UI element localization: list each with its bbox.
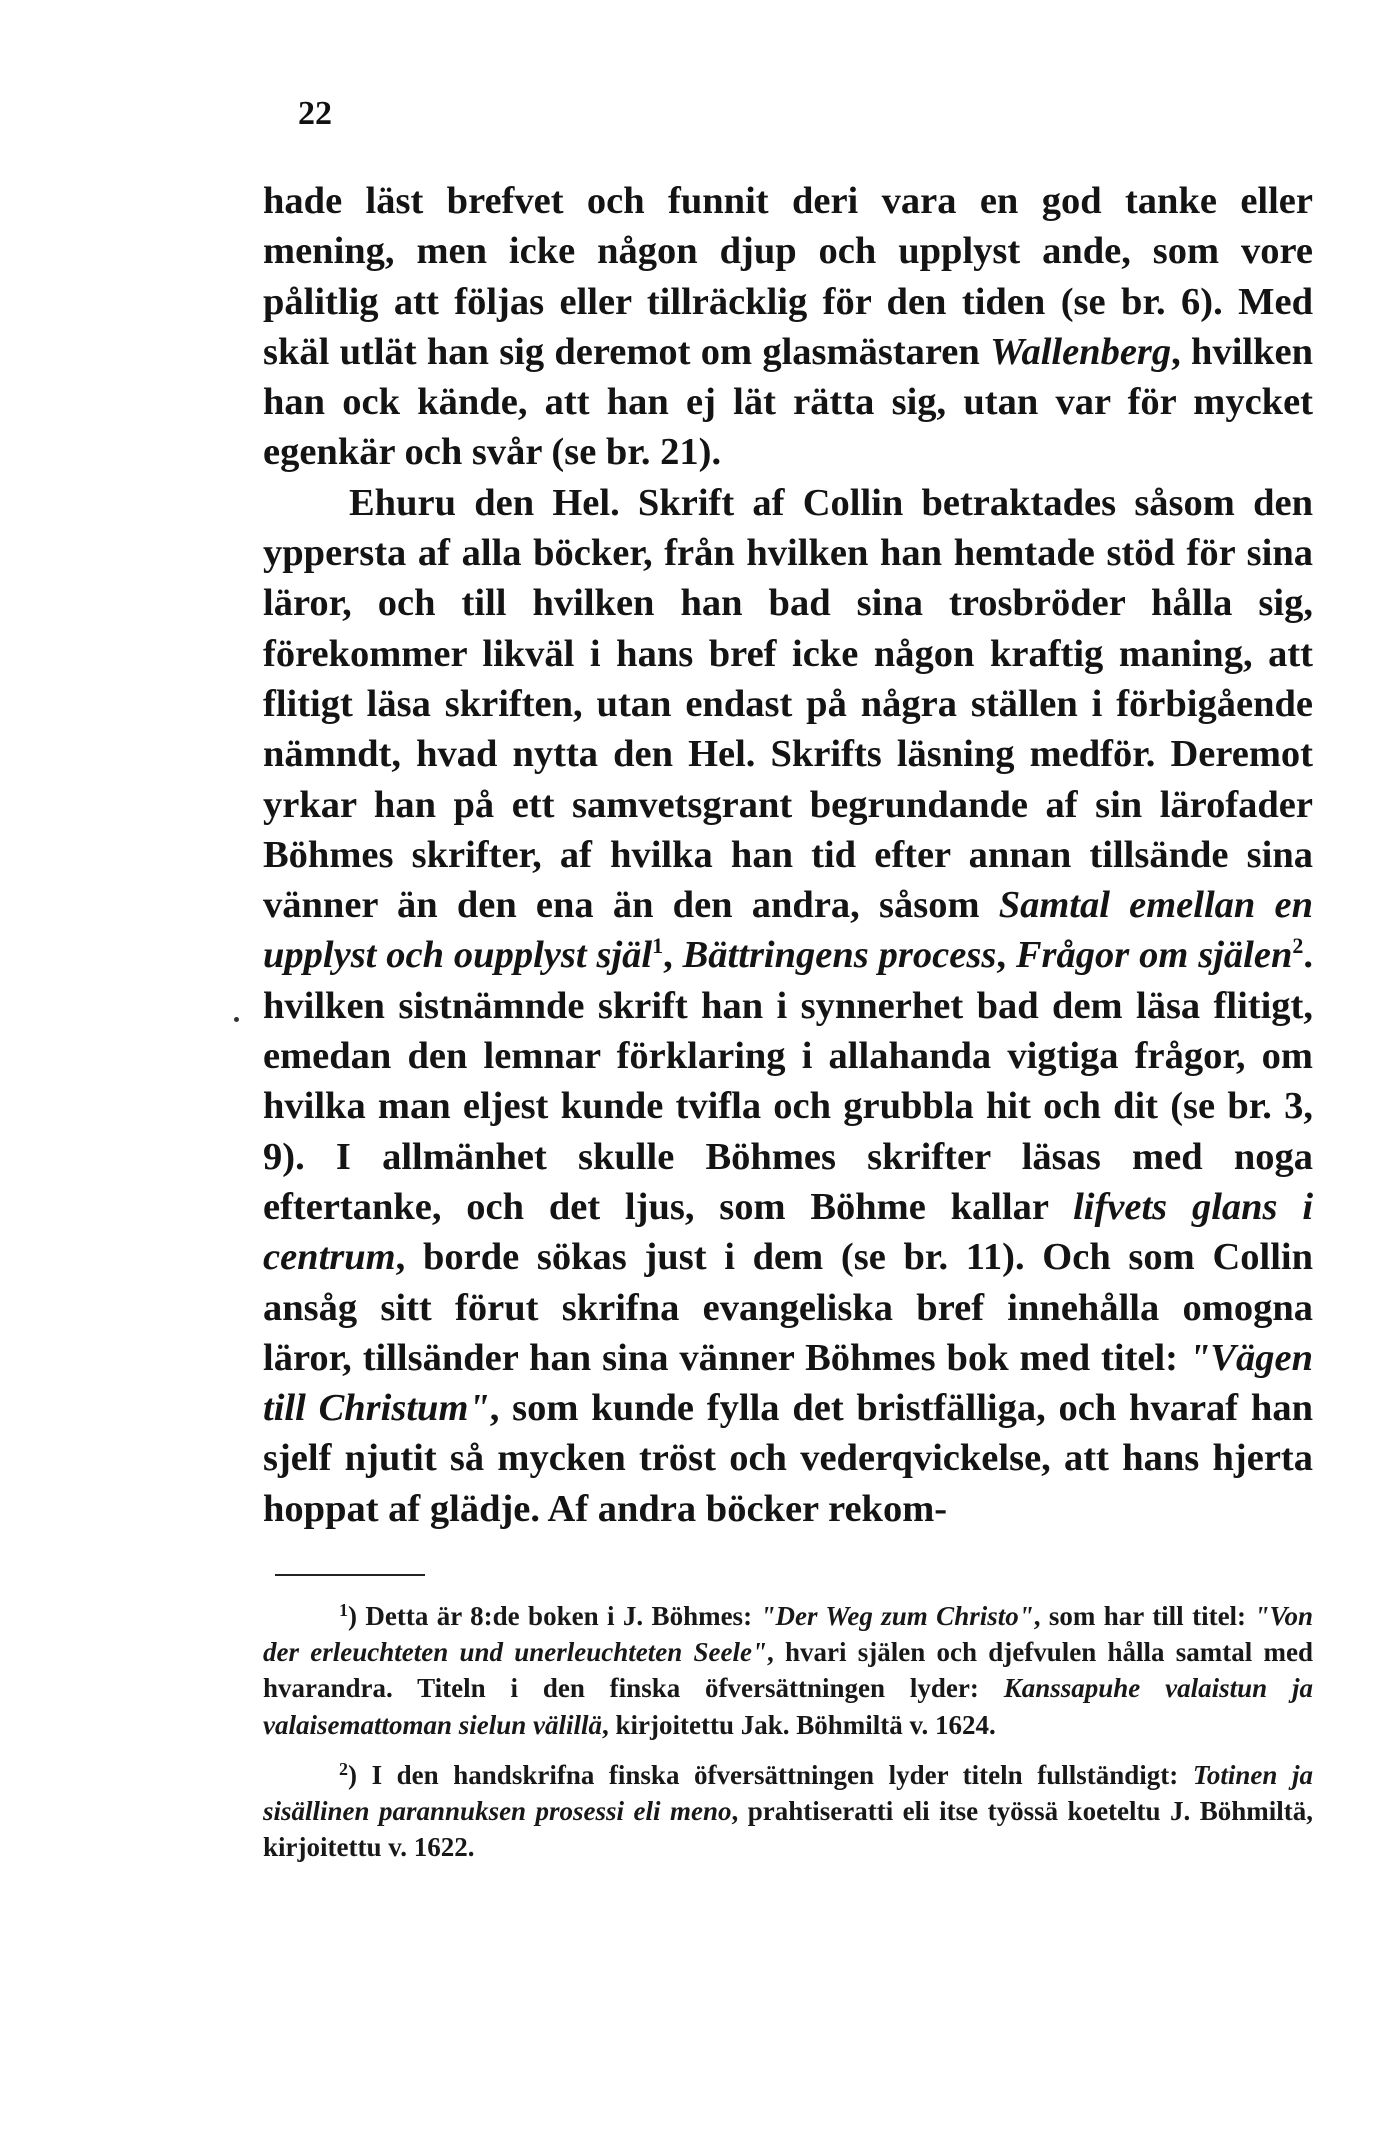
footnote-ref-1: 1 (652, 933, 664, 959)
phrase-lifvets-glans: lifvets glans i centrum (263, 1185, 1314, 1279)
footnote-1: $^1$) Detta är 8:de boken i J. Böhmes: "Der Weg zum Christo", som har till titel: "Von der erleuchteten und unerleuchteten Seele", hvari själen och djefvulen hålla samtal med hvarandra. Titeln i den finska öfversättningen lyder: Kanssapuhe valaistun ja valaisemattoman sielun välillä, kirjoitettu Jak. Böhmiltä v. 1624. (263, 1600, 1313, 1740)
book-title-vagen: "Vägen till Christum" (263, 1336, 1313, 1430)
page-number: 22 (298, 95, 332, 132)
footnote-divider (275, 1574, 425, 1576)
body-text (263, 176, 1313, 1534)
paragraph-1: hade läst brefvet och funnit deri vara en god tanke eller mening, men icke någon djup och upplyst ande, som vore pålitlig att följas eller tillräcklig för den tiden (se br. 6). Med skäl utlät han sig deremot om glasmästaren Wallenberg, hvilken han ock kände, att han ej lät rätta sig, utan var för mycket egenkär och svår (se br. 21). (263, 180, 1314, 474)
footnotes (263, 1598, 1313, 1865)
footnote-ref-2: 2 (1292, 933, 1304, 959)
book-title-fragor: Frågor om själen (1015, 934, 1293, 977)
book-title-samtal: Samtal emellan en upplyst och oupplyst själ (263, 884, 1313, 977)
name-wallenberg: Wallenberg (990, 330, 1172, 373)
footnote-2: $^2$) I den handskrifna finska öfversättningen lyder titeln fullständigt: Totinen ja sisällinen parannuksen prosessi eli meno, prahtiseratti eli itse työssä koeteltu J. Böhmiltä, kirjoitettu v. 1622. (263, 1758, 1313, 1863)
book-title-battringens: Bättringens process (682, 934, 997, 977)
paragraph-2: Ehuru den Hel. Skrift af Collin betraktades såsom den yppersta af alla böcker, från hvilken han hemtade stöd för sina läror, och till hvilken han bad sina trosbröder hålla sig, förekommer likväl i hans bref icke någon kraftig maning, att flitigt läsa skriften, utan endast på några ställen i förbigående nämndt, hvad nytta den Hel. Skrifts läsning medför. Deremot yrkar han på ett samvetsgrant begrundande af sin lärofader Böhmes skrifter, af hvilka han tid efter annan tillsände sina vänner än den ena än den andra, såsom Samtal emellan en upplyst och oupplyst själ$^1$, Bättringens process, Frågor om själen$^2$. hvilken sistnämnde skrift han i synnerhet bad dem läsa flitigt, emedan den lemnar förklaring i allahanda vigtiga frågor, om hvilka man eljest kunde tvifla och grubbla hit och dit (se br. 3, 9). I allmänhet skulle Böhmes skrifter läsas med noga eftertanke, och det ljus, som Böhme kallar lifvets glans i centrum, borde sökas just i dem (se br. 11). Och som Collin ansåg sitt förut skrifna evangeliska bref innehålla omogna läror, tillsänder han sina vänner Böhmes bok med titel: "Vägen till Christum", som kunde fylla det bristfälliga, och hvaraf han sjelf njutit så mycken tröst och vederqvickelse, att hans hjerta hoppat af glädje. Af andra böcker rekom- (263, 481, 1314, 1530)
margin-mark (234, 1017, 239, 1022)
